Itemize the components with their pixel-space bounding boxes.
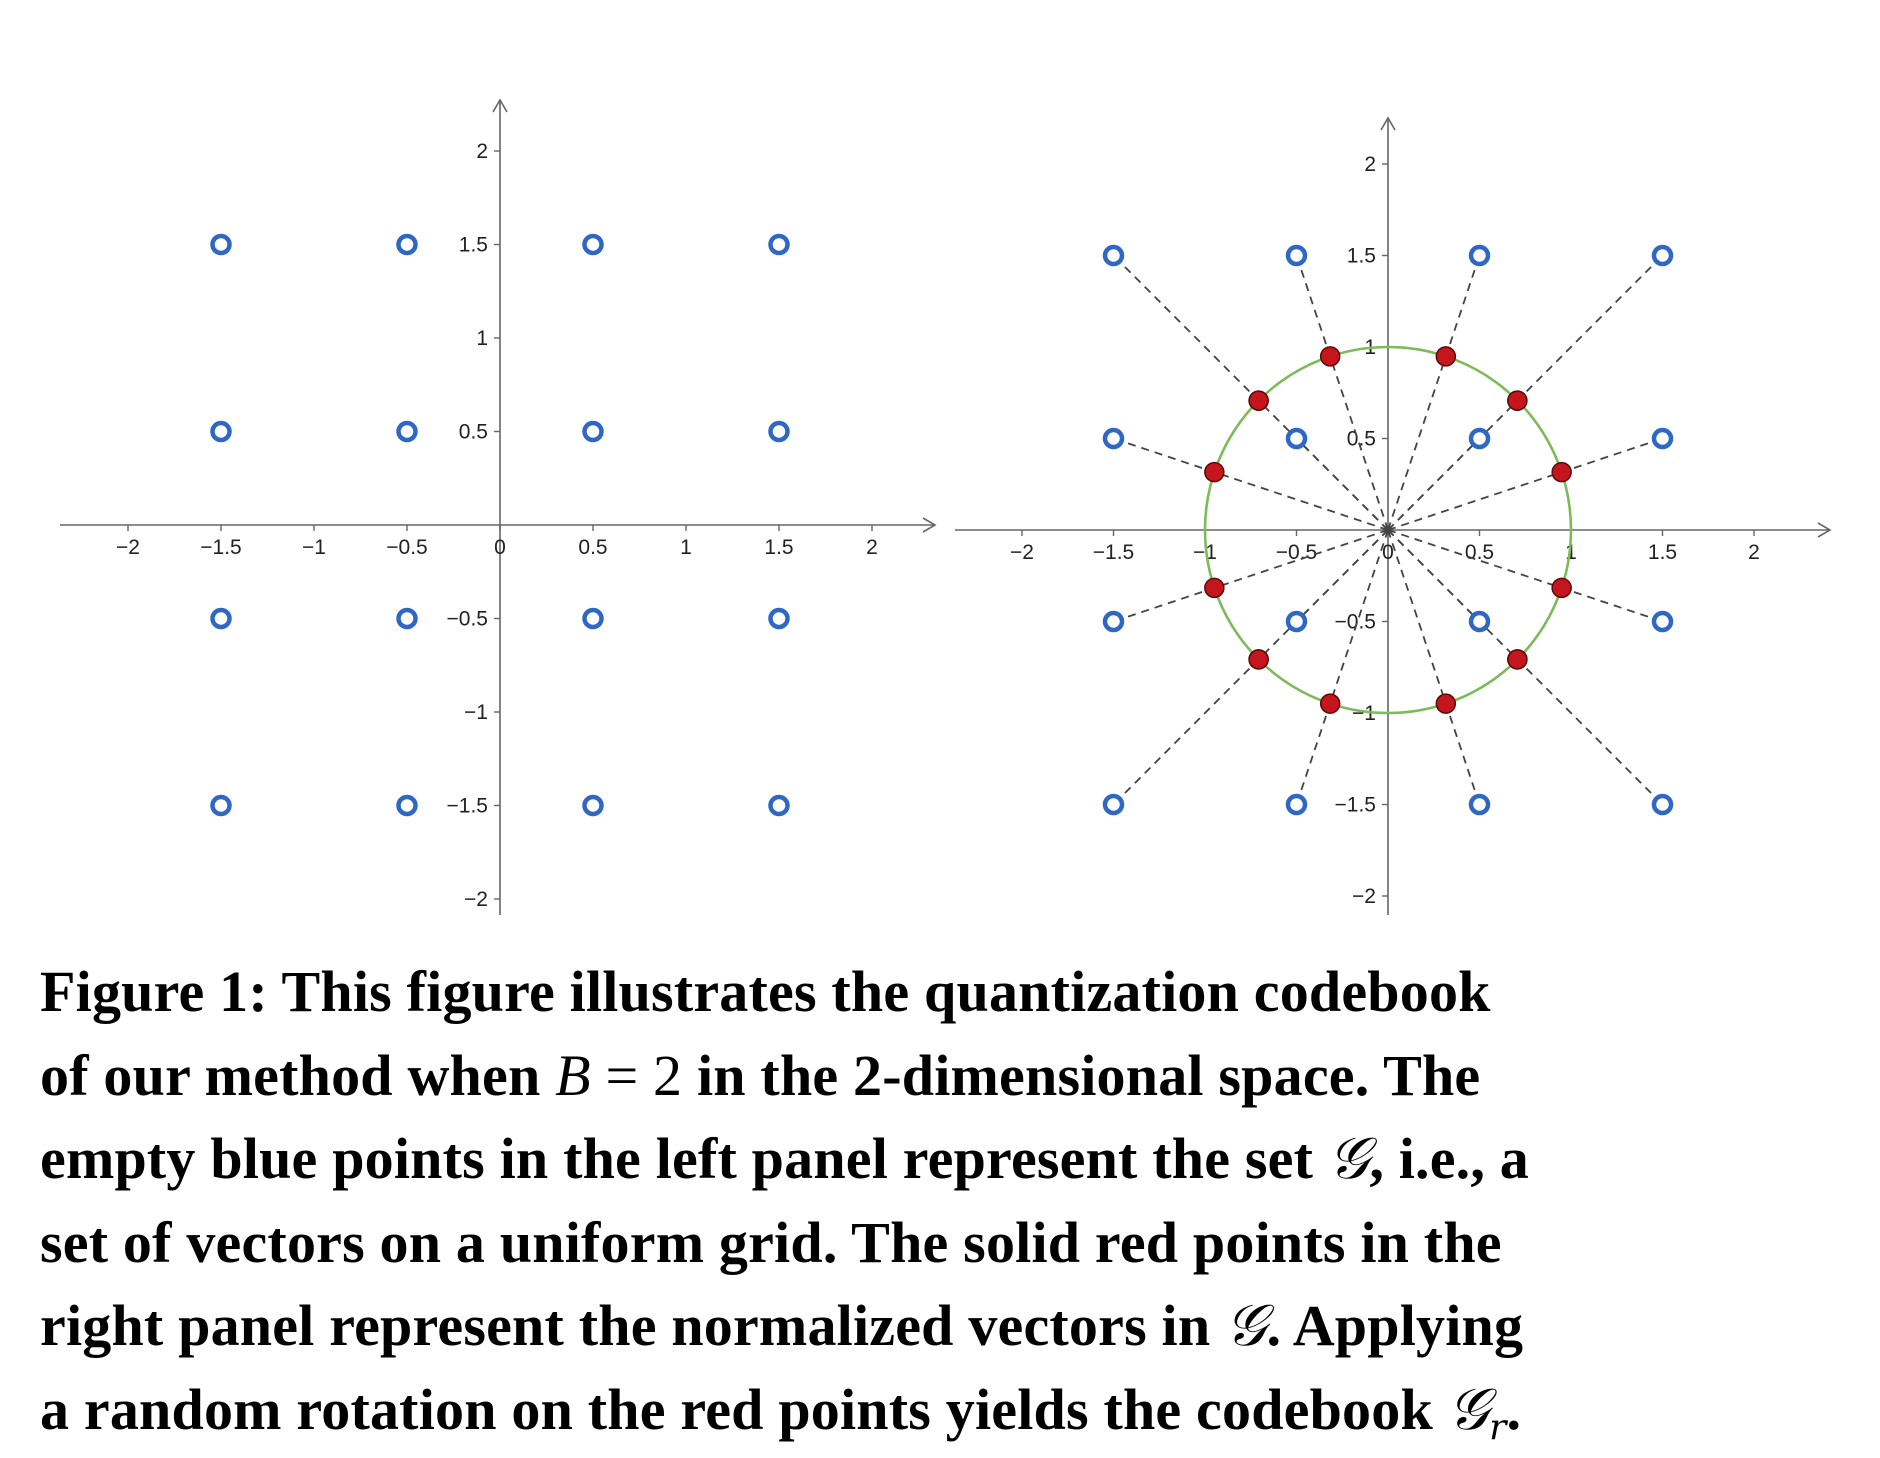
grid-point-empty	[1105, 430, 1122, 447]
y-tick-label: 1.5	[1346, 244, 1376, 268]
grid-point-empty	[771, 236, 788, 253]
grid-point-empty	[1288, 430, 1305, 447]
y-tick-label: −0.5	[1334, 610, 1376, 634]
caption-line-1: Figure 1: This figure illustrates the quantization codebook	[40, 959, 1491, 1024]
math-set-g-symbol: 𝒢	[1447, 1374, 1490, 1443]
grid-point-empty	[1654, 613, 1671, 630]
projection-ray	[1388, 439, 1480, 531]
caption-line-3	[40, 1117, 1870, 1201]
y-tick-label: −1	[464, 701, 488, 724]
caption-line-6	[40, 1368, 1870, 1452]
grid-point-empty	[213, 797, 230, 814]
normalized-point-solid	[1249, 391, 1268, 410]
x-tick-label: −2	[116, 536, 140, 559]
caption-text: in the 2-dimensional space. The	[682, 1042, 1481, 1108]
math-variable-b: B	[555, 1042, 591, 1108]
projection-ray	[1114, 530, 1389, 622]
normalized-point-solid	[1249, 650, 1268, 669]
caption-line-2	[40, 1034, 1870, 1118]
normalized-point-solid	[1205, 463, 1224, 482]
caption-line-5	[40, 1284, 1870, 1368]
projection-ray	[1388, 530, 1480, 805]
math-equals-two: = 2	[590, 1042, 683, 1108]
projection-ray	[1297, 530, 1389, 805]
math-set-g: 𝒢	[1225, 1291, 1267, 1359]
grid-point-empty	[1654, 247, 1671, 264]
y-tick-label: −0.5	[446, 607, 488, 631]
caption-text: empty blue points in the left panel represent the set	[40, 1126, 1328, 1191]
caption-text: .	[1506, 1376, 1522, 1442]
y-tick-label: 0.5	[458, 420, 488, 444]
normalized-point-solid	[1436, 347, 1455, 366]
projection-ray	[1297, 439, 1389, 531]
normalized-point-solid	[1508, 650, 1527, 669]
normalized-point-solid	[1436, 694, 1455, 713]
left-panel	[60, 100, 935, 915]
x-tick-label: −1.5	[1092, 541, 1135, 564]
projection-ray	[1388, 439, 1663, 531]
projection-ray	[1388, 256, 1480, 531]
projection-ray	[1114, 530, 1389, 805]
y-tick-label: 1.5	[458, 233, 488, 257]
caption-text: , i.e., a	[1369, 1126, 1529, 1191]
grid-point-empty	[1471, 247, 1488, 264]
x-tick-label: 2	[866, 536, 878, 559]
y-tick-label: −1	[1352, 702, 1376, 725]
y-tick-label: 1	[1364, 336, 1376, 359]
x-tick-label: 0	[494, 536, 506, 559]
x-tick-label: −2	[1010, 541, 1034, 564]
x-tick-label: −1	[302, 536, 326, 559]
grid-point-empty	[771, 610, 788, 627]
normalized-point-solid	[1321, 347, 1340, 366]
math-subscript-r: r	[1489, 1406, 1507, 1448]
grid-point-empty	[213, 423, 230, 440]
projection-ray	[1388, 530, 1663, 622]
right-panel	[955, 118, 1830, 915]
caption-text: of our method when	[40, 1042, 556, 1108]
grid-point-empty	[1288, 247, 1305, 264]
grid-point-empty	[1471, 796, 1488, 813]
projection-ray	[1388, 530, 1663, 805]
y-tick-label: −2	[464, 888, 488, 911]
grid-point-empty	[585, 610, 602, 627]
grid-point-empty	[1654, 796, 1671, 813]
normalized-point-solid	[1508, 391, 1527, 410]
grid-point-empty	[585, 797, 602, 814]
y-tick-label: −1.5	[1334, 793, 1376, 817]
grid-point-empty	[771, 423, 788, 440]
x-tick-label: 1	[680, 536, 692, 559]
grid-point-empty	[585, 236, 602, 253]
x-tick-label: 0.5	[1464, 541, 1495, 564]
y-tick-label: −1.5	[446, 794, 488, 818]
grid-point-empty	[771, 797, 788, 814]
grid-point-empty	[399, 423, 416, 440]
grid-point-empty	[399, 797, 416, 814]
y-tick-label: 2	[476, 140, 488, 163]
grid-point-empty	[1471, 613, 1488, 630]
y-tick-label: −2	[1352, 885, 1376, 908]
projection-ray	[1114, 439, 1389, 531]
caption-text: a random rotation on the red points yields the codebook	[40, 1376, 1448, 1442]
x-tick-label: −0.5	[386, 536, 428, 559]
grid-point-empty	[399, 610, 416, 627]
grid-point-empty	[1288, 796, 1305, 813]
grid-point-empty	[1654, 430, 1671, 447]
caption-text: . Applying	[1266, 1293, 1524, 1358]
grid-point-empty	[1105, 613, 1122, 630]
normalized-point-solid	[1205, 578, 1224, 597]
grid-point-empty	[1471, 430, 1488, 447]
projection-ray	[1297, 256, 1389, 531]
grid-point-empty	[585, 423, 602, 440]
x-tick-label: 0	[1382, 541, 1394, 564]
y-tick-label: 0.5	[1346, 427, 1376, 451]
normalized-point-solid	[1321, 694, 1340, 713]
grid-point-empty	[1105, 247, 1122, 264]
caption-line-4: set of vectors on a uniform grid. The solid red points in the	[40, 1209, 1502, 1275]
x-tick-label: 1.5	[764, 536, 794, 559]
normalized-point-solid	[1552, 463, 1571, 482]
x-tick-label: −1.5	[200, 536, 242, 559]
math-set-g: 𝒢	[1327, 1124, 1370, 1192]
grid-point-empty	[213, 610, 230, 627]
normalized-point-solid	[1552, 578, 1571, 597]
x-tick-label: 0.5	[578, 536, 608, 559]
x-tick-label: 1.5	[1647, 541, 1678, 564]
y-tick-label: 1	[476, 327, 488, 350]
grid-point-empty	[1288, 613, 1305, 630]
caption-text: right panel represent the normalized vectors in	[40, 1293, 1226, 1358]
x-tick-label: −0.5	[1275, 541, 1318, 564]
figure-caption	[40, 950, 1870, 1451]
y-tick-label: 2	[1364, 153, 1376, 176]
math-set-g-r	[1447, 1374, 1507, 1448]
x-tick-label: 1	[1565, 541, 1577, 564]
grid-point-empty	[399, 236, 416, 253]
grid-point-empty	[213, 236, 230, 253]
x-tick-label: −1	[1193, 541, 1217, 564]
x-tick-label: 2	[1748, 541, 1760, 564]
grid-point-empty	[1105, 796, 1122, 813]
